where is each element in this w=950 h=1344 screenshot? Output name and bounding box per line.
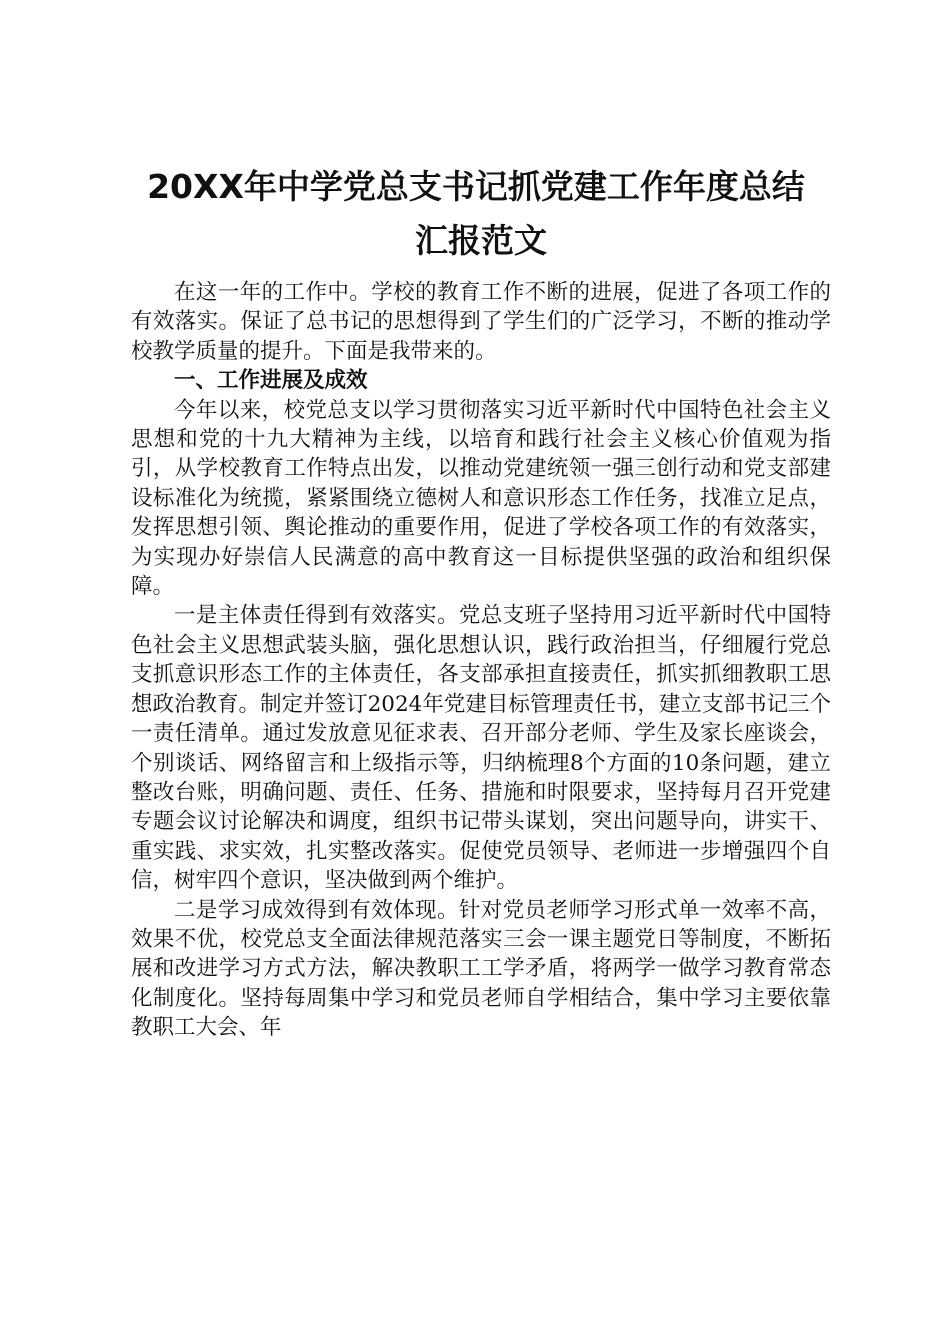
document-title-line-1: 20XX年中学党总支书记抓党建工作年度总结	[147, 167, 805, 206]
body-paragraph-1: 今年以来，校党总支以学习贯彻落实习近平新时代中国特色社会主义思想和党的十九大精神为主线，以培育和践行社会主义核心价值观为指引，从学校教育工作特点出发，以推动党建统领一强三创行动和党支部建设标准化为统揽，紧紧围绕立德树人和意识形态工作任务，找准立足点，发挥思想引领、舆论推动的重要作用，促进了学校各项工作的有效落实，为实现办好崇信人民满意的高中教育这一目标提供坚强的政治和组织保障。	[131, 397, 831, 600]
section-heading: 一、工作进展及成效	[174, 368, 368, 394]
body-paragraph-2: 一是主体责任得到有效落实。党总支班子坚持用习近平新时代中国特色社会主义思想武装头脑，强化思想认识，践行政治担当，仔细履行党总支抓意识形态工作的主体责任，各支部承担直接责任，抓实抓细教职工思想政治教育。制定并签订2024年党建目标管理责任书，建立支部书记三个一责任清单。通过发放意见征求表、召开部分老师、学生及家长座谈会，个别谈话、网络留言和上级指示等，归纳梳理8个方面的10条问题，建立整改台账，明确问题、责任、任务、措施和时限要求，坚持每月召开党建专题会议讨论解决和调度，组织书记带头谋划，突出问题导向，讲实干、重实践、求实效，扎实整改落实。促使党员领导、老师进一步增强四个自信，树牢四个意识，坚决做到两个维护。	[131, 603, 831, 894]
intro-paragraph: 在这一年的工作中。学校的教育工作不断的进展，促进了各项工作的有效落实。保证了总书记的思想得到了学生们的广泛学习，不断的推动学校教学质量的提升。下面是我带来的。	[131, 280, 831, 364]
document-title-line-2: 汇报范文	[415, 221, 547, 260]
document-page	[131, 160, 831, 1043]
body-paragraph-3: 二是学习成效得到有效体现。针对党员老师学习形式单一效率不高，效果不优，校党总支全面法律规范落实三会一课主题党日等制度，不断拓展和改进学习方式方法，解决教职工工学矛盾，将两学一做学习教育常态化制度化。坚持每周集中学习和党员老师自学相结合，集中学习主要依靠教职工大会、年	[131, 897, 831, 1041]
